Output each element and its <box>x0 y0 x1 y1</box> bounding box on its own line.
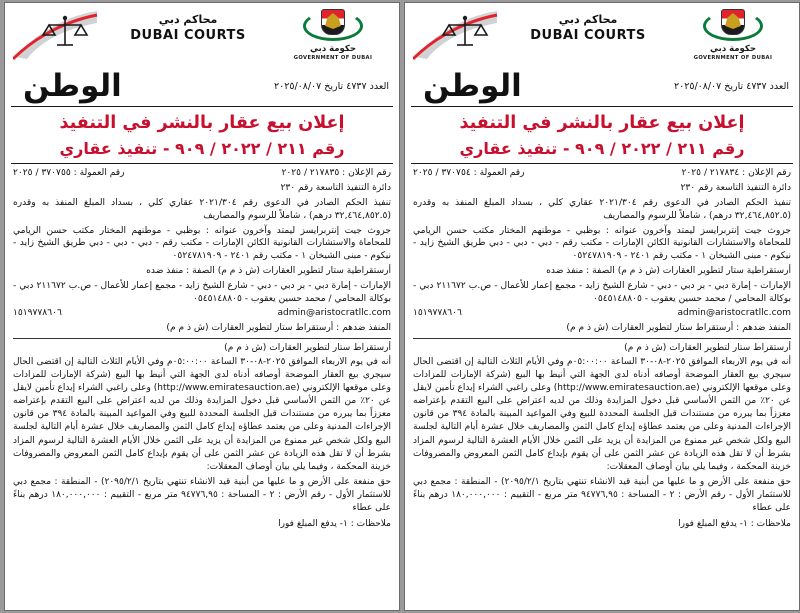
divider <box>11 163 393 164</box>
phone-number: ١٥١٩٧٧٨٦٠٦ <box>413 308 462 318</box>
notice-title-line2: رقم ٢١١ / ٢٠٢٢ / ٩٠٩ - تنفيذ عقاري <box>459 139 745 159</box>
courts-label-ar: محاكم دبي <box>558 13 618 26</box>
courts-label-ar: محاكم دبي <box>158 13 218 26</box>
field-address: الإمارات - إمارة دبي - بر دبي - دبي - شارع الشيخ زايد - مجمع إعمار للأعمال - ص.ب ٢١١٦٧٢ دبي - بوكالة المحامي / محمد حسين يعقوب - ٠٥٤٥١٤٨٨٠٥ <box>13 280 391 304</box>
notes-line: ملاحظات : ١- يدفع المبلغ فورا <box>278 518 391 529</box>
ad-number: رقم الإعلان : ٢١٧٨٣٤ / ٢٠٢٥ <box>681 168 791 179</box>
government-label-ar: حكومة دبي <box>710 44 756 54</box>
government-block <box>673 7 793 61</box>
divider <box>13 338 391 339</box>
field-required-notice: أرستقراطية ستار لتطوير العقارات (ش ذ م م) الصفة : منفذ ضده <box>546 266 791 277</box>
field-applicant: جروث جيت إنتربرايسز ليمتد وآخرون عنوانه : بوظبي - موطنهم المختار مكتب حسن الريامي للمحاماة والاستشارات القانونية الكائن الإمارات - مكتب رقم - دبي - دبي - دبي طريق الشيخ زايد - نيكوم - مبنى الشيخان ١ - مكتب رقم ٢٤٠١ - ٠٥٢٤٧٨١٩٠٩ <box>13 225 391 262</box>
field-subject: تنفيذ الحكم الصادر في الدعوى رقم ٢٠٢١/٣٠٤ عقاري كلي ، بسداد المبلغ المنفذ به وقدره (٣٢,٤٦٤,٨٥٢.٥ درهم) ، شاملاً للرسوم والمصاريف <box>13 197 391 221</box>
meta-row <box>13 167 391 180</box>
government-label-en: GOVERNMENT OF DUBAI <box>293 55 373 61</box>
debtor-name: أرستقراط ستار لتطوير العقارات (ش ذ م م) <box>624 342 791 353</box>
commission-number: رقم العمولة : ٣٧٠٧٥٤ / ٢٠٢٥ <box>413 168 525 179</box>
scales-of-justice-icon <box>11 7 103 63</box>
scales-of-justice-graphic <box>413 9 499 61</box>
ad-header <box>411 7 793 69</box>
divider <box>413 338 791 339</box>
email-address: admin@aristocratllc.com <box>277 308 391 318</box>
field-required-notice: أرستقراطية ستار لتطوير العقارات (ش ذ م م) الصفة : منفذ ضده <box>146 266 391 277</box>
notice-title-line2: رقم ٢١١ / ٢٠٢٢ / ٩٠٩ - تنفيذ عقاري <box>59 139 345 159</box>
newspaper-name: الوطن <box>23 68 122 104</box>
phone-number: ١٥١٩٧٧٨٦٠٦ <box>13 308 62 318</box>
courts-label-en: DUBAI COURTS <box>130 28 246 43</box>
masthead <box>411 68 793 104</box>
notice-title-line1: إعلان بيع عقار بالنشر في التنفيذ <box>459 113 745 133</box>
divider <box>11 106 393 107</box>
notice-body <box>411 167 793 530</box>
field-announcement-subject: المنفذ ضدهم : أرستقراط ستار لتطوير العقارات (ش ذ م م) <box>166 322 391 333</box>
property-description: حق منفعة على الأرض و ما عليها من أبنية قيد الانشاء تنتهي بتاريخ ٢٠٩٥/٢/١) - المنطقة : مجمع دبي للاستثمار الأول - رقم الأرض : ٢ - المساحة : ٩٤٧٧٦,٩٥ متر مربع - التقييم : ١٨٠,٠٠٠,٠٠٠ درهم بناءً على عطاء <box>13 476 392 513</box>
notes-line: ملاحظات : ١- يدفع المبلغ فورا <box>678 518 791 529</box>
courts-block <box>503 7 673 43</box>
field-applicant: جروث جيت إنتربرايسز ليمتد وآخرون عنوانه : بوظبي - موطنهم المختار مكتب حسن الريامي للمحاماة والاستشارات القانونية الكائن الإمارات - مكتب رقم - دبي - دبي - دبي طريق الشيخ زايد - نيكوم - مبنى الشيخان ١ - مكتب رقم ٢٤٠١ - ٠٥٢٤٧٨١٩٠٩ <box>413 225 791 262</box>
debtor-name: أرستقراط ستار لتطوير العقارات (ش ذ م م) <box>224 342 391 353</box>
masthead <box>11 68 393 104</box>
email-address: admin@aristocratllc.com <box>677 308 791 318</box>
field-address: الإمارات - إمارة دبي - بر دبي - دبي - شارع الشيخ زايد - مجمع إعمار للأعمال - ص.ب ٢١١٦٧٢ دبي - بوكالة المحامي / محمد حسين يعقوب - ٠٥٤٥١٤٨٨٠٥ <box>413 280 791 304</box>
notice-body <box>11 167 393 530</box>
divider <box>411 106 793 107</box>
divider <box>411 163 793 164</box>
government-label-en: GOVERNMENT OF DUBAI <box>693 55 773 61</box>
issue-line: العدد ٤٧٣٧ تاريخ ٢٠٢٥/٠٨/٠٧ <box>274 80 389 92</box>
contact-row <box>413 307 791 320</box>
issue-line: العدد ٤٧٣٧ تاريخ ٢٠٢٥/٠٨/٠٧ <box>674 80 789 92</box>
auction-paragraph: أنه في يوم الاربعاء الموافق ٢٠٢٥-٠٨-٣٠ الساعة ٠٥:٠٠:٠٠م وفي الأيام الثلاث التالية إن اقتضى الحال سيجري بيع العقار الموضحة أوصافه أدناه لدى الجهة التي أنيط بها البيع (شركة الإمارات للمزادات وعلى موقعها الإلكتروني (http://www.emiratesauction.ae) وعلى راغبي الشراء إيداع تأمين لايقل عن ٢٠٪ من الثمن الأساسي قبل دخول المزايدة وذلك من لديه اعتراض على البيع التقدم بإعتراضه معززاً بما يبرره من مستندات قبل الجلسة المحددة للبيع وفي المواعيد المبينة بالمادة ٣٩٤ من قانون الإجراءات المدنية وعلى من يعتمد عطاؤه إيداع كامل الثمن والمصاريف خلال عشرة أيام التالية لجلسة البيع ولكل شخص غير ممنوع من المزايدة أن يزيد على الثمن خلال الأيام العشرة التالية لرسوم المزاد بشرط أن لا تقل هذه الزيادة عن عشر الثمن على أن يقوم بإيداع كامل الثمن المعروض والمصروفات خزينة المحكمة ، وفيما يلي بيان أوصاف المعقلات: <box>413 357 792 472</box>
courts-label-en: DUBAI COURTS <box>530 28 646 43</box>
government-label-ar: حكومة دبي <box>310 44 356 54</box>
legal-notice-ad-left <box>404 2 800 611</box>
contact-row <box>13 307 391 320</box>
newspaper-name: الوطن <box>423 68 522 104</box>
commission-number: رقم العمولة : ٣٧٠٧٥٥ / ٢٠٢٥ <box>13 168 125 179</box>
field-subject: تنفيذ الحكم الصادر في الدعوى رقم ٢٠٢١/٣٠٤ عقاري كلي ، بسداد المبلغ المنفذ به وقدره (٣٢,٤٦٤,٨٥٢.٥ درهم) ، شاملاً للرسوم والمصاريف <box>413 197 791 221</box>
field-announcement-subject: المنفذ ضدهم : أرستقراط ستار لتطوير العقارات (ش ذ م م) <box>566 322 791 333</box>
courts-block <box>103 7 273 43</box>
property-description: حق منفعة على الأرض و ما عليها من أبنية قيد الانشاء تنتهي بتاريخ ٢٠٩٥/٢/١) - المنطقة : مجمع دبي للاستثمار الأول - رقم الأرض : ٢ - المساحة : ٩٤٧٧٦,٩٥ متر مربع - التقييم : ١٨٠,٠٠٠,٠٠٠ درهم بناءً على عطاء <box>413 476 792 513</box>
dubai-government-emblem-icon <box>703 9 763 43</box>
ad-number: رقم الإعلان : ٢١٧٨٣٥ / ٢٠٢٥ <box>281 168 391 179</box>
scales-of-justice-icon <box>411 7 503 63</box>
government-block <box>273 7 393 61</box>
dubai-government-emblem-icon <box>303 9 363 43</box>
scales-of-justice-graphic <box>13 9 99 61</box>
meta-row <box>413 167 791 180</box>
field-considered-in: دائرة التنفيذ التاسعة رقم ٢٣٠ <box>280 183 391 194</box>
notice-title-line1: إعلان بيع عقار بالنشر في التنفيذ <box>59 113 345 133</box>
ad-header <box>11 7 393 69</box>
field-considered-in: دائرة التنفيذ التاسعة رقم ٢٣٠ <box>680 183 791 194</box>
legal-notice-ad-right <box>4 2 400 611</box>
auction-paragraph: أنه في يوم الاربعاء الموافق ٢٠٢٥-٠٨-٣٠ الساعة ٠٥:٠٠:٠٠م وفي الأيام الثلاث التالية إن اقتضى الحال سيجري بيع العقار الموضحة أوصافه أدناه لدى الجهة التي أنيط بها البيع (شركة الإمارات للمزادات وعلى موقعها الإلكتروني (http://www.emiratesauction.ae) وعلى راغبي الشراء إيداع تأمين لايقل عن ٢٠٪ من الثمن الأساسي قبل دخول المزايدة وذلك من لديه اعتراض على البيع التقدم بإعتراضه معززاً بما يبرره من مستندات قبل الجلسة المحددة للبيع وفي المواعيد المبينة بالمادة ٣٩٤ من قانون الإجراءات المدنية وعلى من يعتمد عطاؤه إيداع كامل الثمن والمصاريف خلال عشرة أيام التالية لجلسة البيع ولكل شخص غير ممنوع من المزايدة أن يزيد على الثمن خلال الأيام العشرة التالية لرسوم المزاد بشرط أن لا تقل هذه الزيادة عن عشر الثمن على أن يقوم بإيداع كامل الثمن المعروض والمصروفات خزينة المحكمة ، وفيما يلي بيان أوصاف المعقلات: <box>13 357 392 472</box>
